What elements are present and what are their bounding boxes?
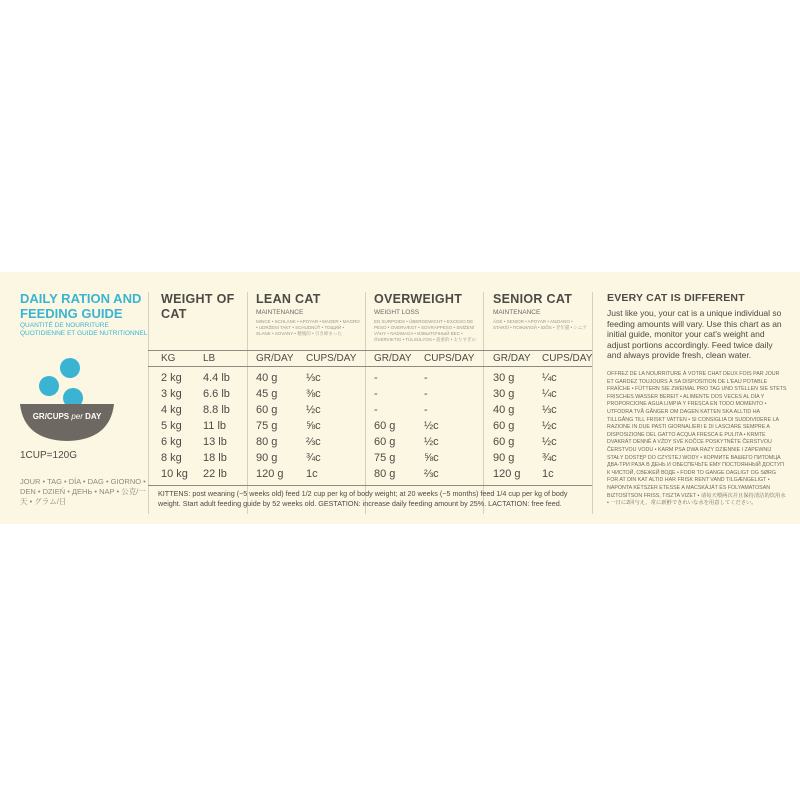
over-gr-header: GR/DAY (374, 353, 412, 364)
lean-cups-cell: 1c (306, 468, 318, 480)
table-rule (148, 485, 592, 486)
senior-cups-cell: ¼c (542, 388, 557, 400)
kg-column-header: KG (161, 353, 176, 364)
lean-translations: MINCE • SCHLANK • APOYAR • MAGER • MAGRO • UDRŽENÍ TAKT • SCHUDNÚŤ • ТОЩИЙ • SLANK • SOVANY • 精瘦的 • 引き締まった (256, 319, 360, 336)
lean-cups-cell: ⅓c (306, 372, 321, 384)
lean-subtitle: MAINTENANCE (256, 309, 304, 316)
bowl-label: GR/CUPS per DAY (32, 412, 102, 421)
over-cups-cell: - (424, 372, 428, 384)
lb-cell: 13 lb (203, 436, 227, 448)
over-cups-cell: ½c (424, 436, 439, 448)
kg-cell: 2 kg (161, 372, 182, 384)
senior-cups-cell: ½c (542, 420, 557, 432)
senior-subtitle: MAINTENANCE (493, 309, 541, 316)
page-subtitle: QUANTITÉ DE NOURRITURE QUOTIDIENNE ET GUIDE NUTRITIONNEL (20, 322, 148, 337)
senior-gr-cell: 90 g (493, 452, 515, 464)
senior-gr-cell: 60 g (493, 420, 515, 432)
over-cups-cell: ⅔c (424, 468, 439, 480)
overweight-translations: EN SURPOIDS • ÜBERGEWICHT • EXCESO DE PESO • OVERVÆGT • SOVRAPPESO • SNÍŽENÍ VÁHY • NADWAGA • ИЗБЫТОЧНЫЙ ВЕС • ÖVERVIKTIG • TÚLSÚLYOS • 超重的 • 太りすぎの (374, 319, 476, 342)
kg-cell: 6 kg (161, 436, 182, 448)
senior-cups-header: CUPS/DAY (542, 353, 593, 364)
lean-gr-cell: 120 g (256, 468, 284, 480)
kg-cell: 4 kg (161, 404, 182, 416)
lean-gr-cell: 90 g (256, 452, 278, 464)
senior-gr-cell: 40 g (493, 404, 515, 416)
column-divider (483, 292, 484, 514)
senior-header: SENIOR CAT (493, 292, 573, 306)
every-cat-translations: OFFREZ DE LA NOURRITURE À VOTRE CHAT DEUX FOIS PAR JOUR ET GARDEZ TOUJOURS À SA DISPOSITION DE L'EAU POTABLE FRAÎCHE • FÜTTERN SIE ZWEIMAL PRO TAG UND STELLEN SIE STETS FRISCHES WASSER BEREIT • ALIMENTE DOS VECES AL DÍA Y PROPORCIONE AGUA LIMPIA Y FRESCA EN TODO MOMENTO • UTFODRA TVÅ GÅNGER OM DAGEN KATTEN SKA ALLTID HA TILLGÅNG TILL FRISKT VATTEN • SI CONSIGLIA DI SUDDIVIDERE LA RAZIONE IN DUE PASTI GIORNALIERI E DI LASCIARE SEMPRE A DISPOSIZIONE DEL GATTO ACQUA FRESCA E PULITA • KRMTE DVAKRÁT DENNĚ A VŽDY SVÉ KOČCE POSKYTNĚTE ČERSTVOU ČERSTVOU VODU • KARM PSA DWA RAZY DZIENNIE I ZAPEWNIJ STAŁY DOSTĘP DO CZYSTEJ WODY • КОРМИТЕ ВАШЕГО ПИТОМЦА ДВА-ТРИ РАЗА В ДЕНЬ И ОБЕСПЕЧЬТЕ ЕМУ ПОСТОЯННЫЙ ДОСТУП К ЧИСТОЙ, СВЕЖЕЙ ВОДЕ • FODR TO GANGE DAGLIGT OG SØRG FOR AT DIN KAT ALTID HAR FRISK RENT VAND TILGÆNGELIGT • NAPONTA KÉTSZER ETESSE A MACSKÁJÁT ÉS FOLYAMATOSAN BIZTOSÍTSON FRISS, TISZTA VIZET • 请每天喂两次并且保持清洁的饮用水 • 一日に2回与え、常に新鮮できれいな水を用意してください。 (607, 371, 787, 507)
lean-cups-header: CUPS/DAY (306, 353, 357, 364)
column-divider (365, 292, 366, 514)
lean-cups-cell: ½c (306, 404, 321, 416)
senior-gr-cell: 30 g (493, 388, 515, 400)
over-gr-cell: - (374, 372, 378, 384)
page-title: DAILY RATION AND FEEDING GUIDE (20, 291, 142, 321)
senior-gr-cell: 30 g (493, 372, 515, 384)
lean-gr-cell: 75 g (256, 420, 278, 432)
senior-gr-cell: 120 g (493, 468, 521, 480)
senior-cups-cell: ¾c (542, 452, 557, 464)
lean-cups-cell: ⅝c (306, 420, 321, 432)
senior-cups-cell: 1c (542, 468, 554, 480)
senior-cups-cell: ¼c (542, 372, 557, 384)
senior-cups-cell: ⅓c (542, 404, 557, 416)
lb-cell: 4.4 lb (203, 372, 230, 384)
kg-cell: 3 kg (161, 388, 182, 400)
lb-column-header: LB (203, 353, 216, 364)
over-cups-cell: ½c (424, 420, 439, 432)
lb-cell: 6.6 lb (203, 388, 230, 400)
lean-gr-cell: 40 g (256, 372, 278, 384)
kg-cell: 5 kg (161, 420, 182, 432)
overweight-header: OVERWEIGHT (374, 292, 463, 306)
senior-cups-cell: ½c (542, 436, 557, 448)
overweight-subtitle: WEIGHT LOSS (374, 309, 420, 316)
every-cat-title: EVERY CAT IS DIFFERENT (607, 292, 745, 304)
food-bowl-icon (18, 356, 116, 442)
column-divider (148, 292, 149, 514)
lean-gr-cell: 80 g (256, 436, 278, 448)
bowl-icon (20, 404, 114, 441)
over-gr-cell: - (374, 404, 378, 416)
kibble-icon (39, 376, 59, 396)
column-divider (592, 292, 593, 514)
lean-gr-header: GR/DAY (256, 353, 294, 364)
kg-cell: 8 kg (161, 452, 182, 464)
every-cat-body: Just like you, your cat is a unique individual so feeding amounts will vary. Use this chart as an initial guide, monitor your cat's weight and adjust portions accordingly. Feed twice daily and always provide fresh, clean water. (607, 308, 782, 360)
over-gr-cell: 60 g (374, 420, 396, 432)
lean-cups-cell: ⅔c (306, 436, 321, 448)
over-cups-cell: - (424, 388, 428, 400)
column-divider (247, 292, 248, 514)
lb-cell: 22 lb (203, 468, 227, 480)
cup-equivalent: 1CUP=120G (20, 450, 77, 461)
over-gr-cell: 60 g (374, 436, 396, 448)
lean-header: LEAN CAT (256, 292, 321, 306)
lb-cell: 18 lb (203, 452, 227, 464)
weight-header: WEIGHT OF CAT (161, 292, 235, 321)
senior-gr-header: GR/DAY (493, 353, 531, 364)
lean-gr-cell: 60 g (256, 404, 278, 416)
over-gr-cell: 75 g (374, 452, 396, 464)
lb-cell: 11 lb (203, 420, 227, 432)
table-rule (148, 366, 592, 367)
kg-cell: 10 kg (161, 468, 188, 480)
lean-gr-cell: 45 g (256, 388, 278, 400)
senior-gr-cell: 60 g (493, 436, 515, 448)
day-translations: JOUR • TAG • DÍA • DAG • GIORNO • DEN • DZIEŃ • ДЕНЬ • NAP • 公克/一天 • グラム/日 (20, 477, 146, 506)
kitten-note: KITTENS: post weaning (~5 weeks old) feed 1/2 cup per kg of body weight; at 20 weeks (~5 months) feed 1/4 cup per kg of body weight. Start adult feeding guide by 52 weeks old. GESTATION: increase daily feeding amount by 25%. LACTATION: free feed. (158, 489, 568, 508)
over-cups-cell: - (424, 404, 428, 416)
kibble-icon (60, 358, 80, 378)
senior-translations: ÂGÉ • SENIOR • APOYAR • ANZIANO • STARŠÍ • ПОЖИЛОЙ • IDŐS • 老年猫 • シニア (493, 319, 587, 330)
over-gr-cell: 80 g (374, 468, 396, 480)
over-gr-cell: - (374, 388, 378, 400)
lean-cups-cell: ¾c (306, 452, 321, 464)
over-cups-header: CUPS/DAY (424, 353, 475, 364)
over-cups-cell: ⅝c (424, 452, 439, 464)
lb-cell: 8.8 lb (203, 404, 230, 416)
lean-cups-cell: ⅜c (306, 388, 321, 400)
table-rule (148, 350, 592, 351)
